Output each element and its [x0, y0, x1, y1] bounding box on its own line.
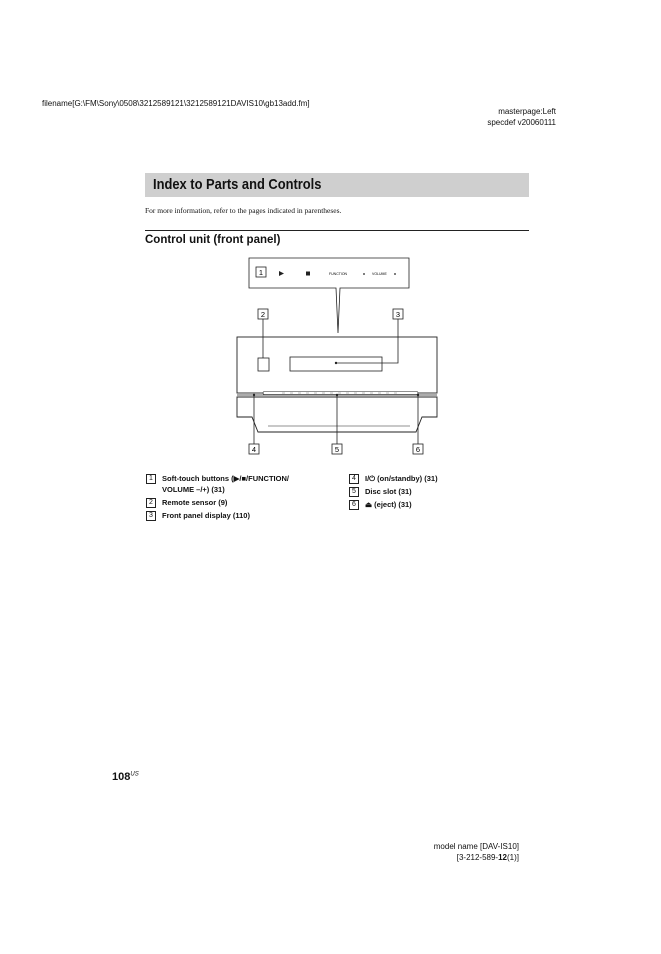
- part-number-suffix: (1)]: [507, 853, 519, 862]
- legend-text-6: ⏏ (eject) (31): [365, 500, 412, 509]
- page-number: [112, 771, 139, 783]
- legend-num-6: 6: [349, 500, 359, 510]
- function-label: FUNCTION: [329, 272, 348, 276]
- legend-num-5: 5: [349, 487, 359, 497]
- legend-num-3: 3: [146, 511, 156, 521]
- legend-item-6: [349, 499, 529, 511]
- remote-sensor: [258, 358, 269, 371]
- legend-text-3: Front panel display (110): [162, 511, 250, 520]
- legend-num-2: 2: [146, 498, 156, 508]
- legend-item-1: [146, 473, 336, 497]
- callout-1: [256, 267, 266, 277]
- legend-item-5: [349, 486, 529, 498]
- section-title: Control unit (front panel): [145, 234, 281, 246]
- soft-touch-zoom-box: [249, 258, 409, 333]
- legend-num-1: 1: [146, 474, 156, 484]
- front-panel-diagram: [0, 0, 661, 470]
- volume-plus-icon: [394, 273, 396, 275]
- callout-1-label: 1: [258, 268, 264, 277]
- page-number-suffix: US: [130, 771, 139, 778]
- volume-minus-icon: [363, 273, 365, 275]
- legend-text-2: Remote sensor (9): [162, 498, 228, 507]
- callout-2: [258, 309, 268, 319]
- part-number-text: [457, 852, 519, 863]
- legend-item-3: [146, 510, 336, 522]
- legend-text-4: I/⏻ (on/standby) (31): [365, 474, 438, 483]
- callout-2-label: 2: [260, 310, 266, 319]
- callout-6: [413, 444, 423, 454]
- disc-slot: [263, 392, 418, 395]
- page-title: Index to Parts and Controls: [153, 176, 322, 193]
- legend-item-4: [349, 473, 529, 485]
- callout-4: [249, 444, 259, 454]
- callout-3: [393, 309, 403, 319]
- masterpage-text: masterpage:Left: [498, 107, 556, 116]
- legend-item-2: [146, 497, 336, 509]
- intro-text: For more information, refer to the pages indicated in parentheses.: [145, 206, 342, 215]
- legend-num-4: 4: [349, 474, 359, 484]
- callout-6-label: 6: [415, 445, 421, 454]
- stop-icon: [306, 272, 310, 276]
- filename-text: filename[G:\FM\Sony\0508\3212589121\3212589121DAVIS10\gb13add.fm]: [42, 99, 310, 108]
- callout-3-label: 3: [395, 310, 401, 319]
- part-number-bold: 12: [498, 853, 507, 862]
- specdef-text: specdef v20060111: [487, 118, 556, 127]
- part-number-prefix: [3-212-589-: [456, 853, 499, 862]
- volume-label: VOLUME: [372, 272, 387, 276]
- legend-text-1b: VOLUME –/+) (31): [162, 485, 225, 494]
- legend-text-5: Disc slot (31): [365, 487, 412, 496]
- page-number-value: 108: [112, 771, 131, 783]
- callout-5-label: 5: [334, 445, 340, 454]
- callout-4-label: 4: [251, 445, 257, 454]
- callout-5: [332, 444, 342, 454]
- model-name-text: model name [DAV-IS10]: [433, 842, 519, 851]
- legend-text-1a: Soft-touch buttons (▶/■/FUNCTION/: [162, 474, 289, 483]
